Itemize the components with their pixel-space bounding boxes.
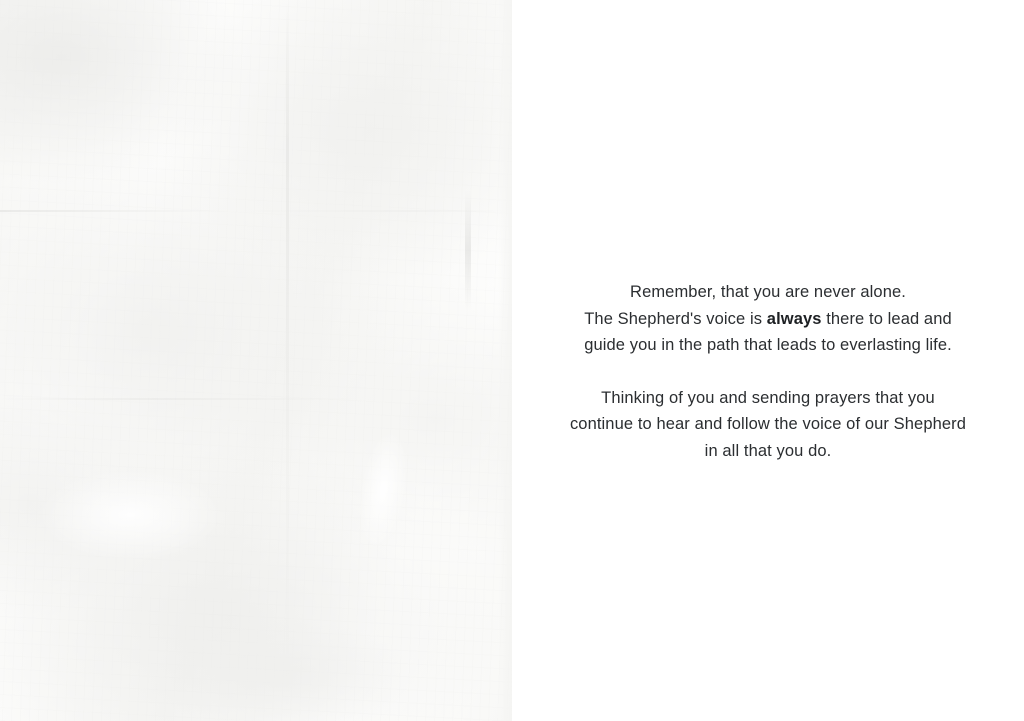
paper-seam-upper (0, 210, 512, 212)
message-text-lead-guide: there to lead and guide you in the path that leads to everlasting life. (584, 309, 952, 354)
paper-shadow-patch (150, 620, 410, 721)
message-emphasis-always: always (766, 309, 822, 328)
paper-highlight-two (40, 470, 220, 560)
page-gutter-shadow (498, 0, 512, 721)
paper-streak-vertical (286, 0, 289, 721)
paper-streak-short (465, 190, 471, 310)
message-block (568, 279, 968, 464)
right-message-page (512, 0, 1024, 721)
message-paragraph-one (568, 279, 968, 359)
message-line-never-alone: Remember, that you are never alone. (630, 283, 906, 301)
message-paragraph-two: Thinking of you and sending prayers that you continue to hear and follow the voice of our Shepherd in all that you do. (569, 388, 967, 460)
message-text-shepherd-voice: The Shepherd's voice is (584, 309, 767, 328)
paper-seam-lower (0, 398, 512, 400)
